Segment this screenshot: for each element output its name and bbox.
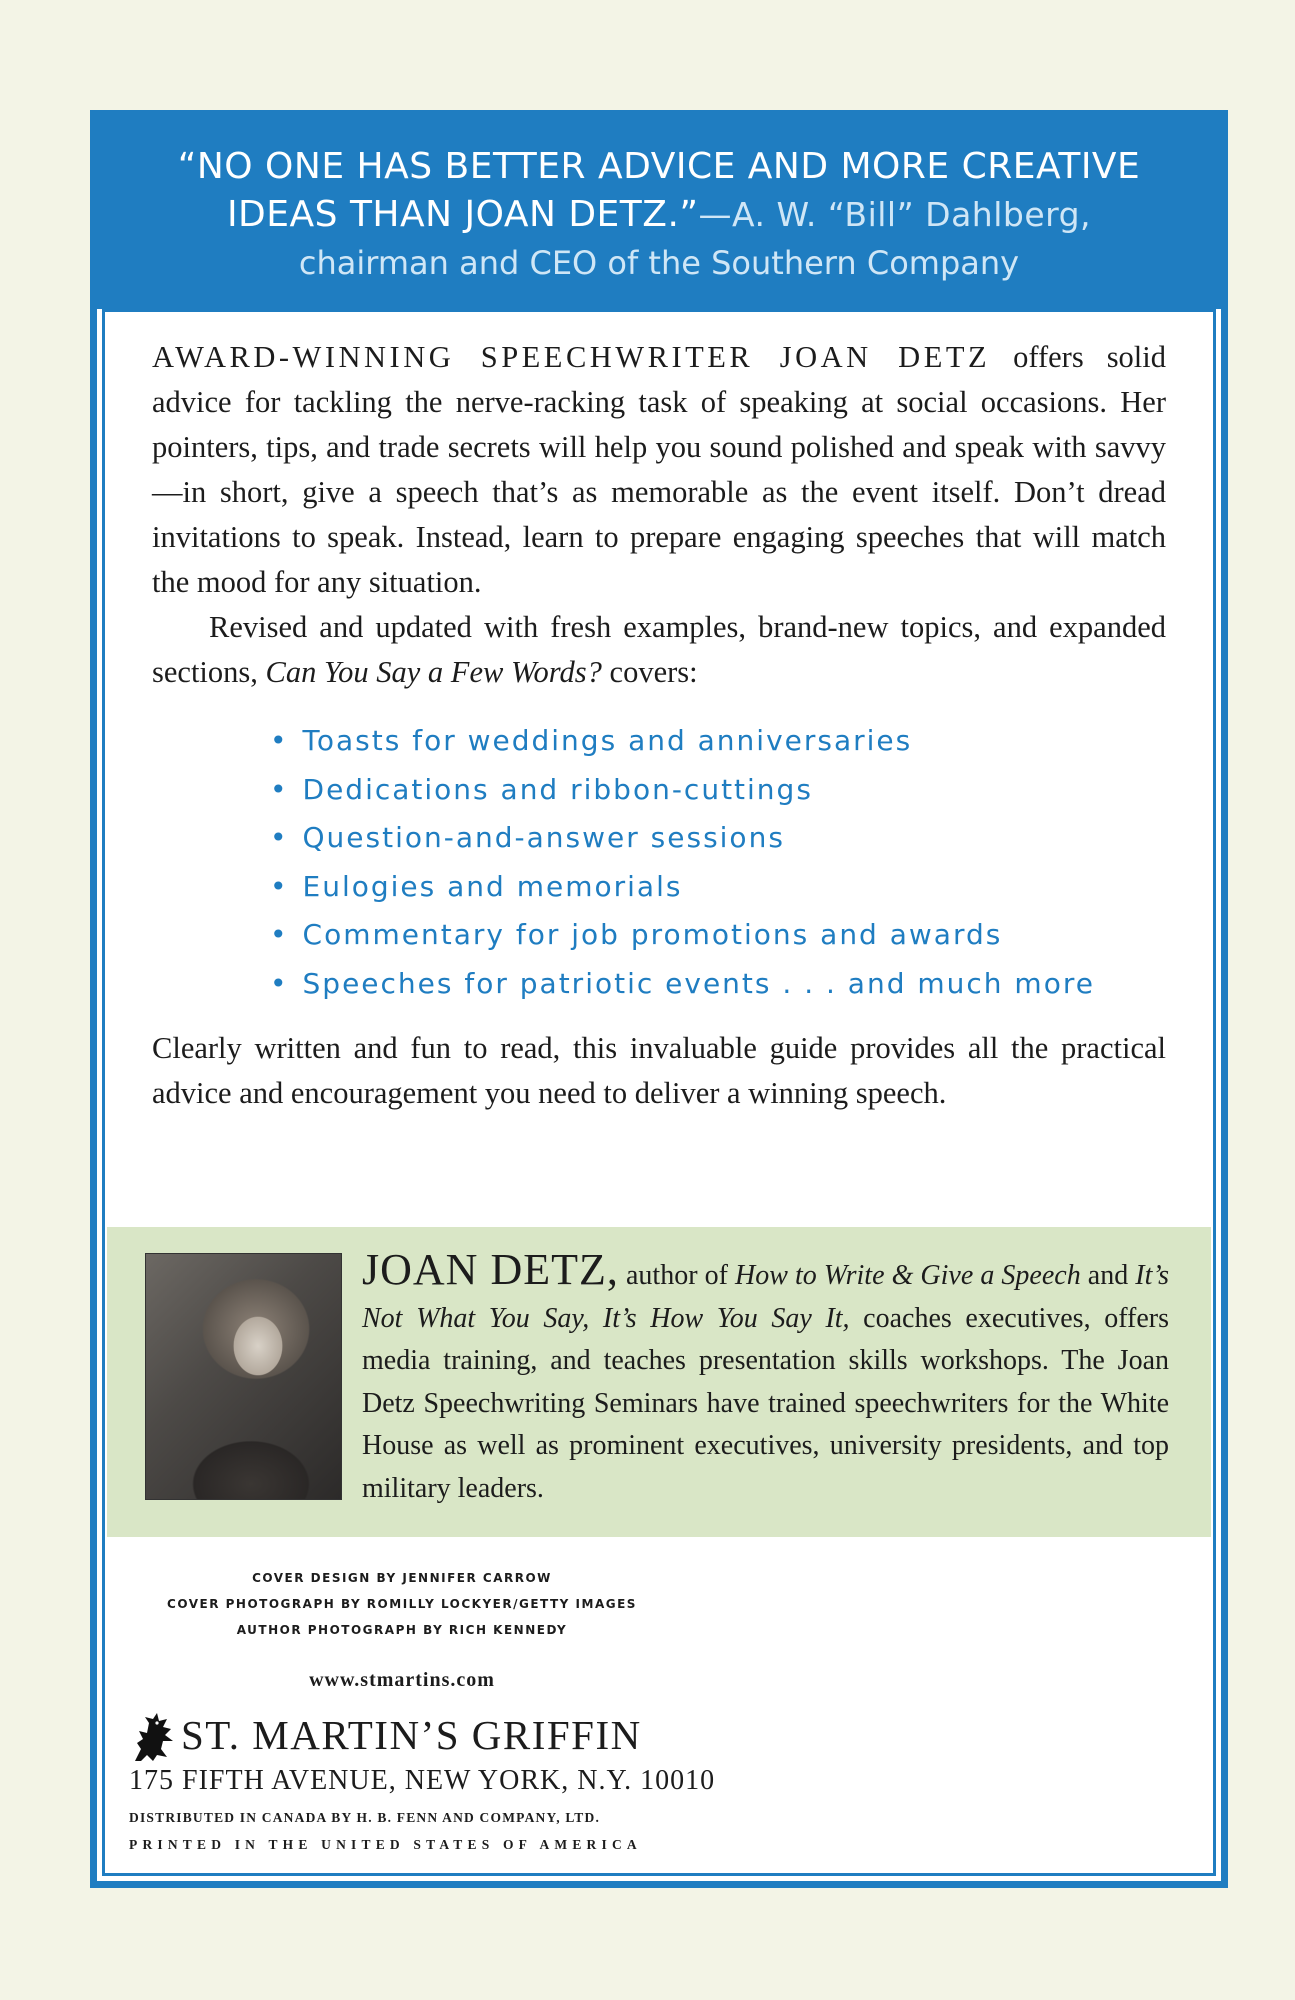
list-item: • Dedications and ribbon-cuttings [270, 766, 1166, 815]
author-bio-2: and [1080, 1260, 1136, 1291]
quote-line-2-text: IDEAS THAN JOAN DETZ.” [226, 194, 699, 235]
list-item: • Toasts for weddings and anniversaries [270, 717, 1166, 766]
author-section [107, 1227, 1211, 1537]
credit-line: COVER PHOTOGRAPH BY ROMILLY LOCKYER/GETTY IMAGES [167, 1597, 637, 1611]
quote-attribution-title: chairman and CEO of the Southern Company [298, 244, 1020, 282]
quote-line-1: “NO ONE HAS BETTER ADVICE AND MORE CREATIVE [177, 146, 1141, 187]
list-item: • Speeches for patriotic events . . . and much more [270, 960, 1166, 1009]
topics-list [152, 717, 1166, 1008]
para2-start: Revised and updated with fresh examples, brand-new topics, and expanded sections, [152, 610, 1166, 689]
griffin-logo-icon [127, 1709, 177, 1765]
author-book-1: How to Write & Give a Speech [735, 1260, 1081, 1291]
description-paragraph-1 [152, 335, 1166, 605]
credit-line: AUTHOR PHOTOGRAPH BY RICH KENNEDY [236, 1623, 568, 1637]
quote-line-2 [97, 191, 1221, 239]
photo-credits [97, 1565, 707, 1643]
quote-attribution: —A. W. “Bill” Dahlberg, [698, 195, 1092, 234]
author-book-2: It’s Not What You Say, It’s How You Say It, [362, 1260, 1169, 1334]
publisher-address: 175 FIFTH AVENUE, NEW YORK, N.Y. 10010 [129, 1765, 716, 1796]
para2-end: covers: [601, 655, 698, 689]
lead-caps: AWARD-WINNING SPEECHWRITER JOAN DETZ [152, 340, 991, 374]
back-cover-frame [90, 110, 1228, 1888]
author-bio-1: author of [618, 1260, 736, 1291]
author-bio [362, 1245, 1169, 1510]
book-title: Can You Say a Few Words? [265, 655, 602, 689]
list-item: • Commentary for job promotions and awards [270, 911, 1166, 960]
description-paragraph-2 [152, 605, 1166, 695]
para1-text: offers solid advice for tackling the nerve-racking task of speaking at social occasions. Her pointers, tips, and trade secrets will help you sound polished and speak with savvy—in short, give a speech that’s as memorable as the event itself. Don’t dread invitations to speak. Instead, learn to prepare engaging speeches that will match the mood for any situation. [152, 340, 1167, 599]
publisher-website: www.stmartins.com [309, 1669, 495, 1691]
credit-line: COVER DESIGN BY JENNIFER CARROW [252, 1571, 552, 1585]
author-bio-3: coaches executives, offers media training, and teaches presentation skills workshops. The Joan Detz Speechwriting Seminars have trained speechwriters for the White House as well as prominent executives, university presidents, and top military leaders. [362, 1302, 1169, 1504]
list-item: • Question-and-answer sessions [270, 814, 1166, 863]
book-description [152, 335, 1166, 1116]
publisher-name: ST. MARTIN’S GRIFFIN [181, 1712, 642, 1758]
list-item: • Eulogies and memorials [270, 863, 1166, 912]
author-photo [145, 1253, 342, 1500]
author-name: JOAN DETZ, [362, 1245, 619, 1294]
quote-banner [97, 117, 1221, 309]
description-closing: Clearly written and fun to read, this invaluable guide provides all the practical advice and encouragement you need to deliver a winning speech. [152, 1031, 1166, 1110]
printed-note: PRINTED IN THE UNITED STATES OF AMERICA [129, 1837, 642, 1852]
distribution-note: DISTRIBUTED IN CANADA BY H. B. FENN AND COMPANY, LTD. [129, 1810, 601, 1825]
